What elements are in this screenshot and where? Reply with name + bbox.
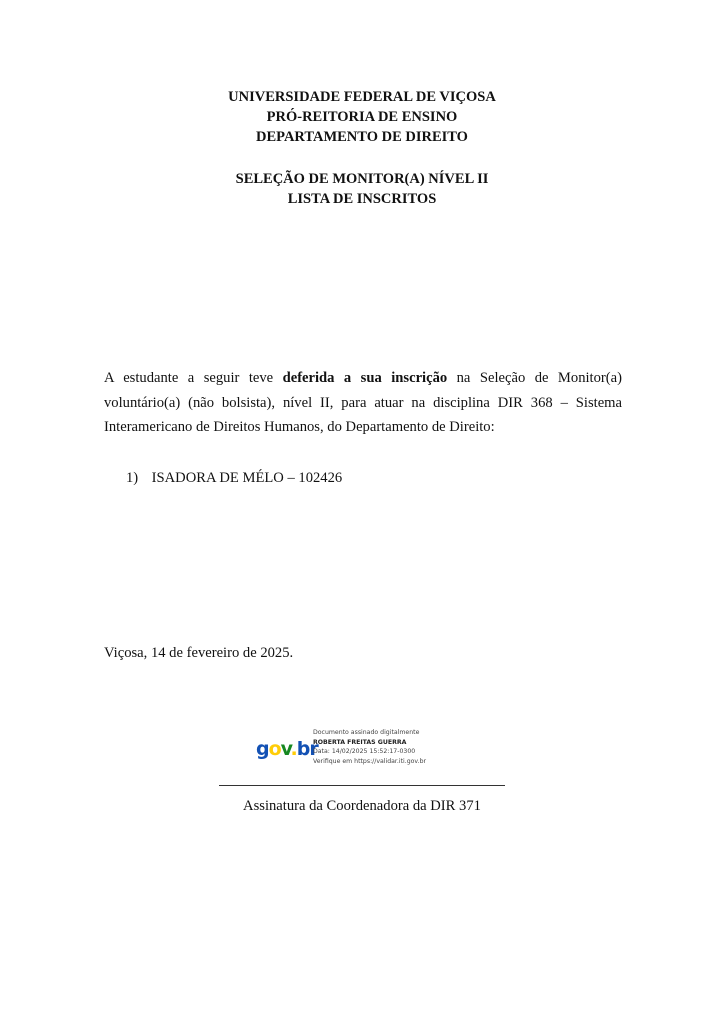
digital-signature-stamp <box>256 728 456 772</box>
intro-text-after: na Seleção de Monitor(a) voluntário(a) (não bolsista), nível II, para atuar na disciplina DIR 368 – Sistema Interamericano de Direitos Humanos, do Departamento de Direito: <box>104 370 622 435</box>
stamp-date: Data: 14/02/2025 15:52:17-0300 <box>313 748 416 755</box>
list-item <box>126 468 342 488</box>
pro-rectorate-name: PRÓ-REITORIA DE ENSINO <box>266 109 458 125</box>
govbr-logo: gov.br <box>256 738 318 760</box>
intro-emphasis: deferida a sua inscrição <box>282 370 448 386</box>
verify-link[interactable]: Verifique em https://validar.iti.gov.br <box>313 757 427 765</box>
stamp-text <box>313 728 426 766</box>
registrant-list <box>126 468 342 488</box>
header-spacer <box>0 147 724 169</box>
document-header <box>0 87 724 209</box>
selection-title: SELEÇÃO DE MONITOR(A) NÍVEL II <box>235 171 489 187</box>
signature-line <box>219 785 505 786</box>
stamp-heading: Documento assinado digitalmente <box>313 729 420 736</box>
signature-caption: Assinatura da Coordenadora da DIR 371 <box>243 798 481 814</box>
intro-paragraph <box>104 366 622 440</box>
list-title: LISTA DE INSCRITOS <box>287 191 437 207</box>
list-item-number: 1) <box>126 470 139 486</box>
intro-text-before: A estudante a seguir teve <box>104 370 283 386</box>
date-line: Viçosa, 14 de fevereiro de 2025. <box>104 645 294 661</box>
department-name: DEPARTAMENTO DE DIREITO <box>256 129 468 145</box>
university-name: UNIVERSIDADE FEDERAL DE VIÇOSA <box>228 89 496 105</box>
signer-name: ROBERTA FREITAS GUERRA <box>313 738 407 746</box>
list-item-name: ISADORA DE MÉLO – 102426 <box>151 470 343 486</box>
